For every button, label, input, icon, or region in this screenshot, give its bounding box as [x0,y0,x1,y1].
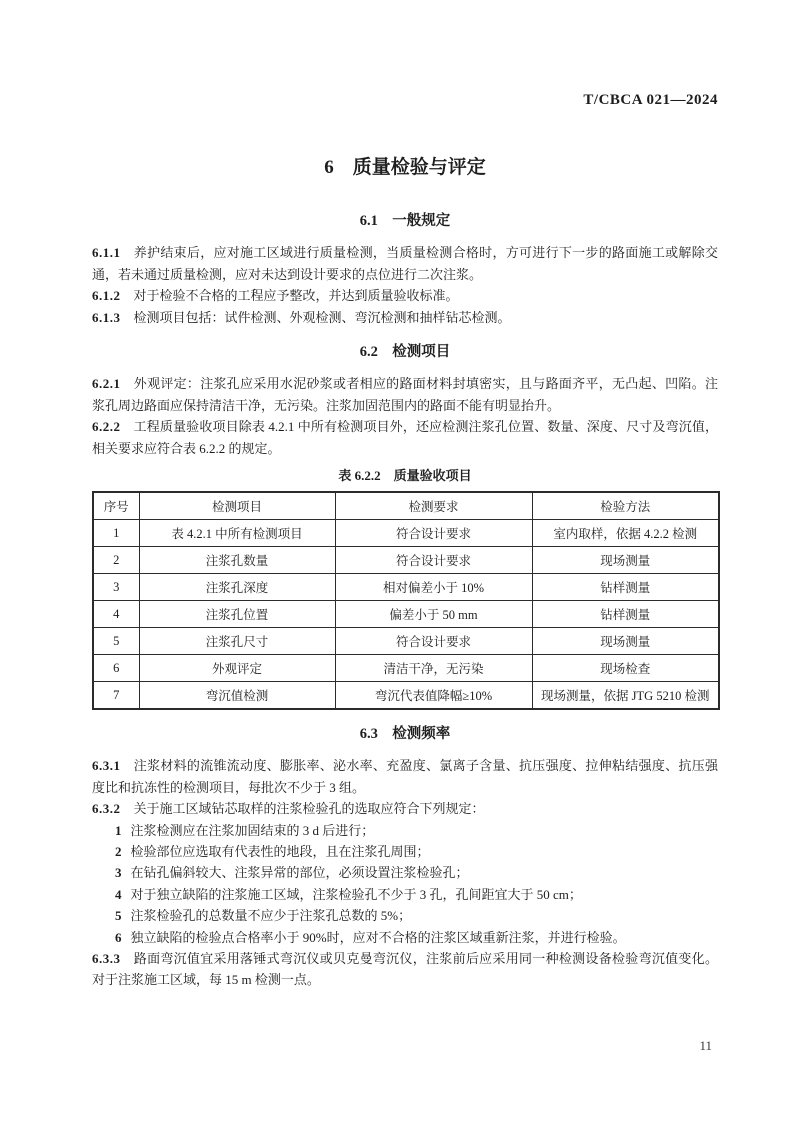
list-item-text: 在钻孔偏斜较大、注浆异常的部位，必须设置注浆检验孔； [130,865,469,881]
table-cell: 现场测量，依据 JTG 5210 检测 [532,682,719,710]
clause-6-2-2 [92,416,718,459]
list-item [115,841,718,862]
list-item-text: 检验部位应选取有代表性的地段，且在注浆孔周围； [130,843,430,859]
table-cell: 注浆孔深度 [139,574,335,601]
column-header: 序号 [93,492,139,520]
table-cell: 注浆孔数量 [139,547,335,574]
section-heading-6-3: 6.3 检测频率 [359,726,451,742]
list-item [115,884,718,905]
section-heading-6-1: 6.1 一般规定 [359,213,451,229]
clause-6-1-2 [92,285,718,307]
table-cell: 注浆孔尺寸 [139,628,335,655]
list-item-number: 3 [115,865,122,881]
list-item [115,862,718,883]
list-item-text: 注浆检验孔的总数量不应少于注浆孔总数的 5%； [130,908,412,924]
clause-number: 6.2.2 [92,419,121,434]
table-cell: 5 [93,628,139,655]
table-cell: 符合设计要求 [335,628,532,655]
page-content [92,0,718,991]
table-cell: 符合设计要求 [335,520,532,547]
clause-text: 检测项目包括：试件检测、外观检测、弯沉检测和抽样钻芯检测。 [133,309,511,325]
list-item-text: 独立缺陷的检验点合格率小于 90%时，应对不合格的注浆区域重新注浆，并进行检验。 [130,929,626,945]
clause-6-3-2-list [92,820,718,948]
clause-6-1-1 [92,242,718,285]
clause-number: 6.3.2 [92,801,121,816]
clause-6-3-2 [92,798,718,820]
table-row [93,601,719,628]
list-item-number: 4 [115,886,122,902]
list-item-number: 2 [115,843,122,859]
list-item-number: 6 [115,929,122,945]
list-item-text: 注浆检测应在注浆加固结束的 3 d 后进行； [130,822,375,838]
list-item-number: 5 [115,908,122,924]
table-cell: 室内取样，依据 4.2.2 检测 [532,520,719,547]
table-row [93,574,719,601]
column-header: 检测要求 [335,492,532,520]
table-cell: 现场检查 [532,655,719,682]
table-cell: 钻样测量 [532,601,719,628]
clause-text: 外观评定：注浆孔应采用水泥砂浆或者相应的路面材料封填密实，且与路面齐平，无凸起、凹陷。注浆孔周边路面应保持清洁干净，无污染。注浆加固范围内的路面不能有明显抬升。 [92,376,718,413]
table-cell: 现场测量 [532,547,719,574]
table-cell: 清洁干净，无污染 [335,655,532,682]
clause-6-3-1 [92,755,718,798]
table-row [93,655,719,682]
table-cell: 符合设计要求 [335,547,532,574]
clause-text: 注浆材料的流锥流动度、膨胀率、泌水率、充盈度、氯离子含量、抗压强度、拉伸粘结强度、抗压强度比和抗冻性的检测项目，每批次不少于 3 组。 [92,758,718,795]
clause-text: 路面弯沉值宜采用落锤式弯沉仪或贝克曼弯沉仪，注浆前后应采用同一种检测设备检验弯沉值变化。对于注浆施工区域，每 15 m 检测一点。 [92,950,718,988]
list-item [115,905,718,926]
standard-code: T/CBCA 021—2024 [583,92,718,108]
table-cell: 偏差小于 50 mm [335,601,532,628]
chapter-title: 6 质量检验与评定 [324,157,486,178]
table-cell: 表 4.2.1 中所有检测项目 [139,520,335,547]
table-cell: 钻样测量 [532,574,719,601]
table-row [93,547,719,574]
table-cell: 2 [93,547,139,574]
column-header: 检测项目 [139,492,335,520]
page-number: 11 [699,1038,712,1053]
clause-number: 6.2.1 [92,376,121,391]
table-cell: 4 [93,601,139,628]
table-cell: 6 [93,655,139,682]
clause-number: 6.1.1 [92,245,121,260]
clause-number: 6.1.3 [92,309,121,325]
clause-number: 6.3.1 [92,758,121,773]
table-cell: 现场测量 [532,628,719,655]
clause-number: 6.3.3 [92,950,121,966]
list-item-text: 对于独立缺陷的注浆施工区域，注浆检验孔不少于 3 孔，孔间距宜大于 50 cm； [130,886,582,902]
table-cell: 外观评定 [139,655,335,682]
column-header: 检验方法 [532,492,719,520]
table-cell: 注浆孔位置 [139,601,335,628]
table-row [93,682,719,710]
list-item-number: 1 [115,822,122,838]
table-cell: 7 [93,682,139,710]
quality-acceptance-table [92,491,720,710]
list-item [115,820,718,841]
table-cell: 1 [93,520,139,547]
clause-text: 养护结束后，应对施工区域进行质量检测，当质量检测合格时，方可进行下一步的路面施工或解除交通，若未通过质量检测，应对未达到设计要求的点位进行二次注浆。 [92,245,718,282]
table-header-row [93,492,719,520]
table-cell: 弯沉值检测 [139,682,335,710]
clause-number: 6.1.2 [92,288,121,303]
clause-6-2-1 [92,373,718,416]
clause-6-3-3 [92,948,718,991]
table-row [93,520,719,547]
list-item [115,927,718,948]
table-caption: 表 6.2.2 质量验收项目 [338,468,472,483]
table-cell: 相对偏差小于 10% [335,574,532,601]
table-row [93,628,719,655]
clause-text: 对于检验不合格的工程应予整改，并达到质量验收标准。 [133,288,459,303]
clause-text: 工程质量验收项目除表 4.2.1 中所有检测项目外，还应检测注浆孔位置、数量、深度、尺寸及弯沉值，相关要求应符合表 6.2.2 的规定。 [92,419,718,456]
table-cell: 3 [93,574,139,601]
running-header [92,0,718,109]
clause-6-1-3 [92,307,718,329]
clause-text: 关于施工区域钻芯取样的注浆检验孔的选取应符合下列规定： [133,801,485,816]
table-cell: 弯沉代表值降幅≥10% [335,682,532,710]
section-heading-6-2: 6.2 检测项目 [359,344,451,360]
